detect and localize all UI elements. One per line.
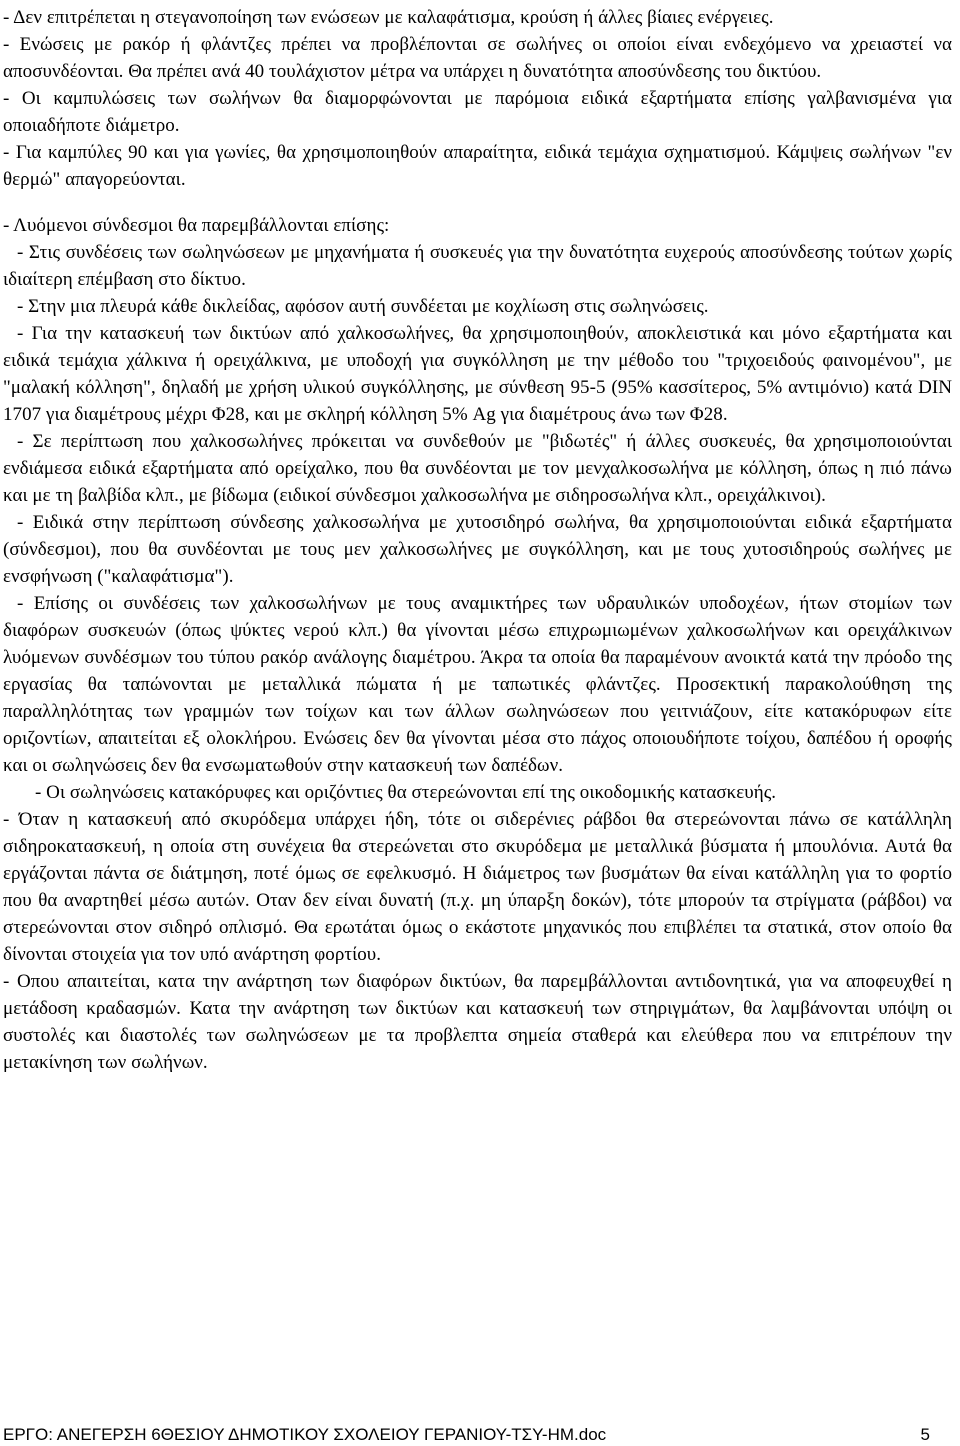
paragraph-bends: - Οι καμπυλώσεις των σωλήνων θα διαμορφώνονται με παρόμοια ειδικά εξαρτήματα επίσης γαλβανισμένα για οποιαδήποτε διάμετρο. [3,88,952,136]
footer-project-title: ΕΡΓΟ: ΑΝΕΓΕΡΣΗ 6ΘΕΣΙΟΥ ΔΗΜΟΤΙΚΟΥ ΣΧΟΛΕΙΟΥ ΓΕΡΑΝΙΟΥ-ΤΣΥ-ΗΜ.doc [3,1425,607,1444]
paragraph-unions-valves: - Στην μια πλευρά κάθε δικλείδας, αφόσον αυτή συνδέεται με κοχλίωση στις σωληνώσεις. [17,296,709,317]
page-footer [3,1424,930,1446]
paragraph-anti-vibration: - Οπου απαιτείται, κατα την ανάρτηση των διαφόρων δικτύων, θα παρεμβάλλονται αντιδονητικά, για να αποφευχθεί η μετάδοση κραδασμών. Κατα την ανάρτηση των δικτύων και κατασκευή των στηριγμάτων, θα λαμβάνονται υπόψη οι συστολές και διαστολές των σωληνώσεων με τα προβλεπτα σημεία σταθερά και ελεύθερα που να επιτρέπουν την μετακίνηση των σωλήνων. [3,971,952,1073]
footer-page-number: 5 [920,1425,930,1444]
paragraph-copper-cast-iron: - Ειδικά στην περίπτωση σύνδεσης χαλκοσωλήνα με χυτοσιδηρό σωλήνα, θα χρησιμοποιούνται ειδικά εξαρτήματα (σύνδεσμοι), που θα συνδέονται με τους μεν χαλκοσωλήνες με συγκόλληση, και με τους χυτοσιδηρούς σωλήνες με ενσφήνωση ("καλαφάτισμα"). [3,512,952,587]
paragraph-unions-intro: - Λυόμενοι σύνδεσμοι θα παρεμβάλλονται επίσης: [3,215,390,236]
paragraph-copper-fittings: - Για την κατασκευή των δικτύων από χαλκοσωλήνες, θα χρησιμοποιηθούν, αποκλειστικά και μόνο εξαρτήματα και ειδικά τεμάχια χάλκινα ή ορειχάλκινα, με υποδοχή για συγκόλληση με την μέθοδο του "τριχοειδούς φαινομένου", με "μαλακή κόλληση", δηλαδή με χρήση υλικού συγκόλλησης, με σύνθεση 95-5 (95% κασσίτερος, 5% αντιμόνιο) κατά DIN 1707 για διαμέτρους μέχρι Φ28, και με σκληρή κόλληση 5% Ag για διαμέτρους άνω των Φ28. [3,323,952,425]
paragraph-gap [3,193,952,212]
paragraph-pipe-fixing: - Οι σωληνώσεις κατακόρυφες και οριζόντιες θα στερεώνονται επί της οικοδομικής κατασκευής. [35,782,777,803]
paragraph-unions-equipment: - Στις συνδέσεις των σωληνώσεων με μηχανήματα ή συσκευές για την δυνατότητα ευχερούς αποσύνδεσης τούτων χωρίς ιδιαίτερη επέμβαση στο δίκτυο. [3,242,952,290]
paragraph-concrete-supports: - Όταν η κατασκευή από σκυρόδεμα υπάρχει ήδη, τότε οι σιδερένιες ράβδοι θα στερεώνονται πάνω σε κατάλληλη σιδηροκατασκευή, η οποία στη συνέχεια θα στερεώνεται στο σκυρόδεμα με μεταλλικά βύσματα ή μπουλόνια. Αυτά θα εργάζονται πάντα σε διάτμηση, ποτέ όμως σε εφελκυσμό. Η διάμετρος των βυσμάτων θα είναι κατάλληλη για το φορτίο που θα αναρτηθεί μέσω αυτών. Οταν δεν είναι δυνατή (π.χ. μη ύπαρξη δοκών), τότε μπορούν τα στρίγματα (ράβδοι) να στερεώνονται στον σιδηρό οπλισμό. Θα ερωτάται όμως ο εκάστοτε μηχανικός που επιβλέπει τα στατικά, στον οποίο θα δίνονται στοιχεία για τον υπό ανάρτηση φορτίου. [3,809,952,965]
paragraph-90-bends: - Για καμπύλες 90 και για γωνίες, θα χρησιμοποιηθούν απαραίτητα, ειδικά τεμάχια σχηματισμού. Κάμψεις σωλήνων "εν θερμώ" απαγορεύονται. [3,142,952,190]
paragraph-sealing: - Δεν επιτρέπεται η στεγανοποίηση των ενώσεων με καλαφάτισμα, κρούση ή άλλες βίαιες ενέργειες. [3,7,774,28]
paragraph-unions-flanges: - Ενώσεις με ρακόρ ή φλάντζες πρέπει να προβλέπονται σε σωλήνες οι οποίοι είναι ενδεχόμενο να χρειαστεί να αποσυνδέονται. Θα πρέπει ανά 40 τουλάχιστον μέτρα να υπάρχει η δυνατότητα αποσύνδεσης του δικτύου. [3,34,952,82]
paragraph-copper-threaded: - Σε περίπτωση που χαλκοσωλήνες πρόκειται να συνδεθούν με "βιδωτές" ή άλλες συσκευές, θα χρησιμοποιούνται ενδιάμεσα ειδικά εξαρτήματα από ορείχαλκο, που θα συνδέονται με τον μενχαλκοσωλήνα με κόλληση, όπως η πιό πάνω και με τη βαλβίδα κλπ., με βίδωμα (ειδικοί σύνδεσμοι χαλκοσωλήνα με σιδηροσωλήνα κλπ., ορειχάλκινοι). [3,431,952,506]
paragraph-mixers-connections: - Επίσης οι συνδέσεις των χαλκοσωλήνων με τους αναμικτήρες των υδραυλικών υποδοχέων, ήτων στομίων των διαφόρων συσκευών (όπως ψύκτες νερού κλπ.) θα γίνονται μέσω επιχρωμιωμένων χαλκοσωλήνων και ορειχάλκινων λυόμενων συνδέσμων του τύπου ρακόρ ανάλογης διαμέτρου. Άκρα τα οποία θα παραμένουν ανοικτά κατά την πρόοδο της εργασίας θα ταπώνονται με μεταλλικά πώματα ή με ταπωτικές φλάντζες. Προσεκτική παρακολούθηση της παραλληλότητας των γραμμών των τοίχων και των άλλων σωληνώσεων που γειτνιάζουν, είτε κατακόρυφων είτε οριζοντίων, απαιτείται εξ ολοκλήρου. Ενώσεις δεν θα γίνονται μέσα στο πάχος οποιουδήποτε τοίχου, δαπέδου ή οροφής και οι σωληνώσεις δεν θα ενσωματωθούν στην κατασκευή των δαπέδων. [3,593,952,776]
